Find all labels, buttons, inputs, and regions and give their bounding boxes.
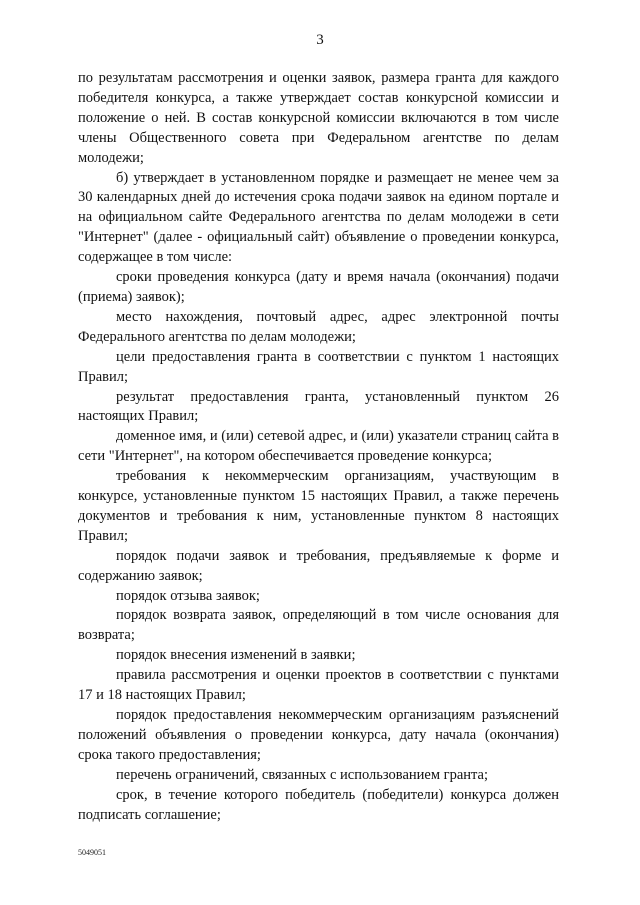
paragraph: требования к некоммерческим организациям, участвующим в конкурсе, установленные пунктом 15 настоящих Правил, а также перечень документов и требования к ним, установленные пунктом 8 настоящих Правил; — [78, 468, 559, 544]
paragraph: по результатам рассмотрения и оценки заявок, размера гранта для каждого победителя конкурса, а также утверждает состав конкурсной комиссии и положение о ней. В состав конкурсной комиссии включаются в том числе члены Общественного совета при Федеральном агентстве по делам молодежи; — [78, 70, 559, 166]
paragraph: правила рассмотрения и оценки проектов в соответствии с пунктами 17 и 18 настоящих Правил; — [78, 667, 559, 704]
paragraph: перечень ограничений, связанных с использованием гранта; — [116, 766, 489, 783]
page-number: 3 — [316, 32, 324, 48]
document-code: 5049051 — [78, 848, 106, 857]
paragraph: сроки проведения конкурса (дату и время начала (окончания) подачи (приема) заявок); — [78, 269, 559, 305]
paragraph: порядок отзыва заявок; — [116, 587, 260, 604]
paragraph: порядок подачи заявок и требования, предъявляемые к форме и содержанию заявок; — [78, 547, 559, 584]
paragraph: результат предоставления гранта, установленный пунктом 26 настоящих Правил; — [78, 388, 559, 425]
paragraph: место нахождения, почтовый адрес, адрес электронной почты Федерального агентства по делам молодежи; — [78, 308, 559, 345]
paragraph: порядок предоставления некоммерческим организациям разъяснений положений объявления о проведении конкурса, дату начала (окончания) срока такого предоставления; — [78, 707, 559, 763]
paragraph: цели предоставления гранта в соответствии с пунктом 1 настоящих Правил; — [78, 348, 559, 385]
paragraph: срок, в течение которого победитель (победители) конкурса должен подписать соглашение; — [78, 786, 559, 823]
paragraph: доменное имя, и (или) сетевой адрес, и (или) указатели страниц сайта в сети "Интернет", на котором обеспечивается проведение конкурса; — [78, 428, 559, 465]
paragraph: б) утверждает в установленном порядке и размещает не менее чем за 30 календарных дней до истечения срока подачи заявок на едином портале и на официальном сайте Федерального агентства по делам молодежи в сети "Интернет" (далее - официальный сайт) объявление о проведении конкурса, содержащее в том числе: — [78, 169, 559, 266]
paragraph: порядок возврата заявок, определяющий в том числе основания для возврата; — [78, 607, 559, 644]
paragraph: порядок внесения изменений в заявки; — [116, 647, 356, 664]
document-body — [78, 69, 559, 825]
